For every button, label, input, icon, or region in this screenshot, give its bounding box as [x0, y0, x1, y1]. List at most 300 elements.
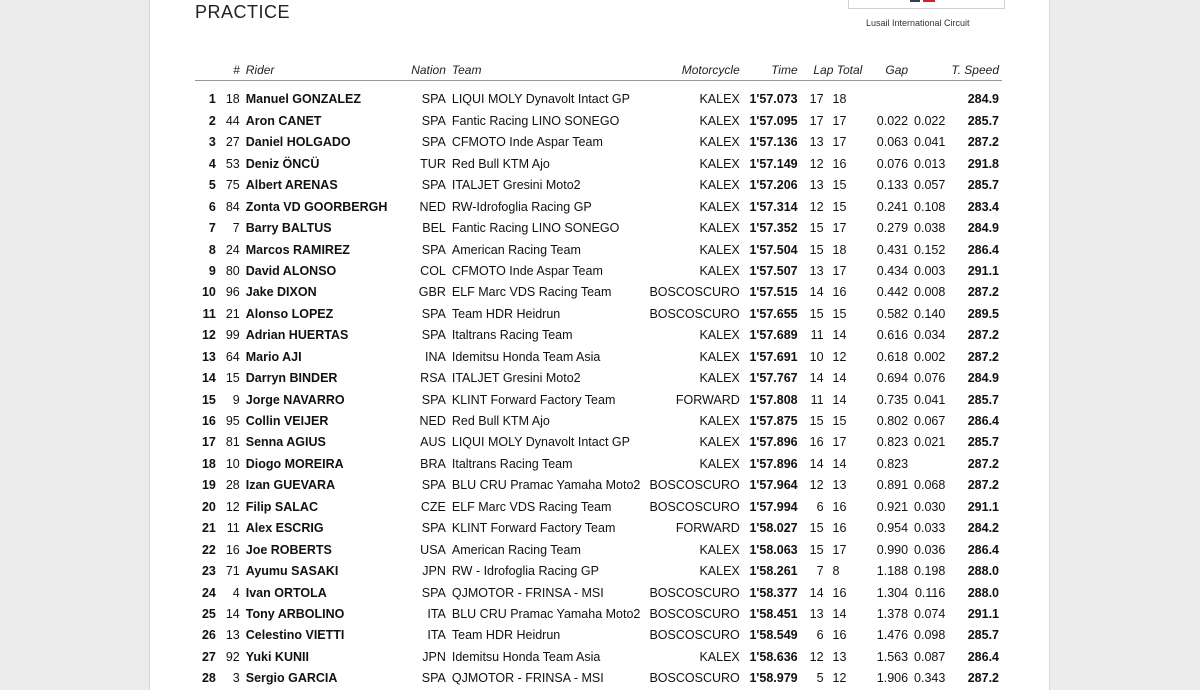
row-lap: 15: [809, 414, 824, 429]
row-total-laps: 18: [832, 92, 847, 107]
row-top-speed: 287.2: [967, 671, 999, 686]
table-row: [195, 110, 1002, 131]
row-top-speed: 291.1: [967, 606, 999, 621]
row-motorcycle: KALEX: [699, 156, 740, 171]
row-gap-previous: 0.116: [914, 585, 946, 600]
row-rider-number: 10: [225, 456, 240, 471]
row-total-laps: 16: [832, 499, 847, 514]
row-gap-previous: 0.087: [914, 649, 946, 664]
row-rider-name: Zonta VD GOORBERGH: [245, 199, 388, 214]
row-nation: SPA: [421, 135, 446, 150]
row-total-laps: 17: [832, 113, 847, 128]
row-time: 1'58.549: [749, 628, 798, 643]
row-total-laps: 17: [832, 135, 847, 150]
row-gap-previous: 0.036: [914, 542, 946, 557]
row-rider-name: Ayumu SASAKI: [245, 564, 339, 579]
row-lap: 14: [809, 371, 824, 386]
table-row: [195, 582, 1002, 603]
row-rider-number: 75: [225, 178, 240, 193]
row-rider-number: 12: [225, 499, 240, 514]
row-top-speed: 286.4: [967, 242, 999, 257]
row-gap-first: 0.022: [876, 113, 909, 128]
row-total-laps: 17: [832, 263, 847, 278]
row-motorcycle: BOSCOSCURO: [649, 478, 740, 493]
row-rider-name: Alex ESCRIG: [245, 521, 324, 536]
row-motorcycle: KALEX: [699, 456, 740, 471]
row-rider-name: Collin VEIJER: [245, 414, 329, 429]
row-gap-first: 0.616: [876, 328, 909, 343]
row-lap: 7: [816, 564, 824, 579]
row-total-laps: 16: [832, 585, 847, 600]
row-lap: 12: [809, 156, 824, 171]
row-team: ELF Marc VDS Racing Team: [451, 285, 612, 300]
row-lap: 12: [809, 649, 824, 664]
results-table: [195, 59, 1002, 689]
row-gap-previous: 0.033: [914, 521, 946, 536]
table-row: [195, 218, 1002, 239]
row-top-speed: 287.2: [967, 349, 999, 364]
row-gap-previous: 0.034: [914, 328, 946, 343]
row-top-speed: 284.9: [967, 92, 999, 107]
row-gap-previous: 0.074: [914, 606, 946, 621]
row-position: 3: [208, 135, 216, 150]
row-team: Team HDR Heidrun: [451, 306, 561, 321]
row-top-speed: 284.2: [967, 521, 999, 536]
row-gap-previous: [911, 89, 948, 110]
row-gap-previous: 0.022: [914, 113, 946, 128]
row-nation: ITA: [427, 628, 446, 643]
table-row: [195, 604, 1002, 625]
circuit-name: Lusail International Circuit: [866, 18, 970, 28]
row-lap: 15: [809, 221, 824, 236]
table-row: [195, 475, 1002, 496]
row-rider-name: Jake DIXON: [245, 285, 317, 300]
row-rider-number: 3: [232, 671, 240, 686]
row-motorcycle: KALEX: [699, 113, 740, 128]
table-row: [195, 239, 1002, 260]
results-body: [195, 81, 1002, 690]
row-top-speed: 291.1: [967, 263, 999, 278]
row-rider-name: Marcos RAMIREZ: [245, 242, 350, 257]
header-spacer: [195, 81, 1002, 90]
row-top-speed: 283.4: [967, 199, 999, 214]
table-row: [195, 432, 1002, 453]
row-nation: SPA: [421, 521, 446, 536]
row-top-speed: 285.7: [967, 435, 999, 450]
row-total-laps: 14: [832, 606, 847, 621]
row-rider-number: 92: [225, 649, 240, 664]
row-time: 1'57.896: [749, 435, 798, 450]
row-rider-name: Ivan ORTOLA: [245, 585, 327, 600]
row-rider-name: Albert ARENAS: [245, 178, 338, 193]
row-time: 1'57.352: [749, 221, 798, 236]
row-total-laps: 17: [832, 221, 847, 236]
row-gap-first: 0.241: [876, 199, 909, 214]
row-top-speed: 287.2: [967, 456, 999, 471]
row-rider-name: Filip SALAC: [245, 499, 318, 514]
col-time: Time: [743, 59, 801, 81]
row-lap: 17: [809, 113, 824, 128]
row-top-speed: 284.9: [967, 221, 999, 236]
row-motorcycle: KALEX: [699, 349, 740, 364]
row-time: 1'57.896: [749, 456, 798, 471]
row-rider-number: 84: [225, 199, 240, 214]
row-nation: BEL: [422, 221, 446, 236]
table-row: [195, 453, 1002, 474]
row-rider-number: 14: [225, 606, 240, 621]
row-rider-name: Tony ARBOLINO: [245, 606, 345, 621]
row-total-laps: 16: [832, 285, 847, 300]
table-row: [195, 368, 1002, 389]
row-lap: 13: [809, 135, 824, 150]
row-motorcycle: KALEX: [699, 178, 740, 193]
row-team: ELF Marc VDS Racing Team: [451, 499, 612, 514]
row-gap-previous: [911, 453, 948, 474]
row-lap: 16: [809, 435, 824, 450]
row-gap-previous: 0.008: [914, 285, 946, 300]
row-time: 1'57.507: [749, 263, 798, 278]
row-gap-first: 1.563: [876, 649, 909, 664]
row-total-laps: 17: [832, 542, 847, 557]
row-rider-name: Joe ROBERTS: [245, 542, 332, 557]
table-row: [195, 625, 1002, 646]
row-rider-name: Daniel HOLGADO: [245, 135, 351, 150]
row-gap-first: 1.378: [876, 606, 909, 621]
row-top-speed: 291.8: [967, 156, 999, 171]
row-position: 15: [201, 392, 216, 407]
row-nation: BRA: [420, 456, 446, 471]
row-team: Idemitsu Honda Team Asia: [451, 349, 601, 364]
row-rider-name: Deniz ÖNCÜ: [245, 156, 320, 171]
row-nation: AUS: [420, 435, 446, 450]
row-lap: 10: [809, 349, 824, 364]
table-row: [195, 261, 1002, 282]
row-lap: 17: [809, 92, 824, 107]
row-rider-number: 81: [225, 435, 240, 450]
row-motorcycle: KALEX: [699, 542, 740, 557]
row-top-speed: 288.0: [967, 585, 999, 600]
row-team: QJMOTOR - FRINSA - MSI: [451, 671, 604, 686]
row-team: CFMOTO Inde Aspar Team: [451, 135, 603, 150]
row-position: 5: [208, 178, 216, 193]
row-rider-number: 7: [232, 221, 240, 236]
row-team: RW - Idrofoglia Racing GP: [451, 564, 599, 579]
row-motorcycle: BOSCOSCURO: [649, 606, 740, 621]
table-row: [195, 646, 1002, 667]
row-gap-previous: 0.098: [914, 628, 946, 643]
row-rider-name: Darryn BINDER: [245, 371, 338, 386]
row-lap: 15: [809, 242, 824, 257]
row-gap-first: 0.823: [876, 456, 909, 471]
row-rider-name: Aron CANET: [245, 113, 322, 128]
row-team: KLINT Forward Factory Team: [451, 521, 616, 536]
row-gap-previous: 0.057: [914, 178, 946, 193]
table-row: [195, 196, 1002, 217]
row-rider-number: 15: [225, 371, 240, 386]
table-row: [195, 389, 1002, 410]
row-total-laps: 14: [832, 456, 847, 471]
row-motorcycle: BOSCOSCURO: [649, 285, 740, 300]
row-top-speed: 285.7: [967, 628, 999, 643]
row-rider-number: 80: [225, 263, 240, 278]
row-time: 1'57.149: [749, 156, 798, 171]
row-team: RW-Idrofoglia Racing GP: [451, 199, 592, 214]
row-position: 19: [201, 478, 216, 493]
row-position: 6: [208, 199, 216, 214]
row-motorcycle: BOSCOSCURO: [649, 306, 740, 321]
row-time: 1'57.073: [749, 92, 798, 107]
table-row: [195, 325, 1002, 346]
row-time: 1'57.964: [749, 478, 798, 493]
row-motorcycle: KALEX: [699, 649, 740, 664]
row-lap: 14: [809, 285, 824, 300]
row-total-laps: 15: [832, 306, 847, 321]
row-position: 20: [201, 499, 216, 514]
row-gap-previous: 0.068: [914, 478, 946, 493]
row-motorcycle: KALEX: [699, 371, 740, 386]
col-gap2: [911, 59, 948, 81]
row-team: BLU CRU Pramac Yamaha Moto2: [451, 606, 641, 621]
row-position: 26: [201, 628, 216, 643]
row-rider-number: 24: [225, 242, 240, 257]
row-time: 1'57.515: [749, 285, 798, 300]
row-lap: 14: [809, 456, 824, 471]
row-position: 4: [208, 156, 216, 171]
table-row: [195, 303, 1002, 324]
row-team: QJMOTOR - FRINSA - MSI: [451, 585, 604, 600]
row-team: LIQUI MOLY Dynavolt Intact GP: [451, 92, 630, 107]
row-motorcycle: BOSCOSCURO: [649, 585, 740, 600]
row-gap-previous: 0.003: [914, 263, 946, 278]
row-rider-number: 99: [225, 328, 240, 343]
row-nation: TUR: [420, 156, 446, 171]
row-motorcycle: KALEX: [699, 92, 740, 107]
col-nation: Nation: [408, 59, 449, 81]
row-motorcycle: KALEX: [699, 435, 740, 450]
row-position: 24: [201, 585, 216, 600]
row-motorcycle: KALEX: [699, 135, 740, 150]
row-rider-number: 13: [225, 628, 240, 643]
row-rider-number: 44: [225, 113, 240, 128]
row-gap-first: 1.476: [876, 628, 909, 643]
row-total-laps: 15: [832, 178, 847, 193]
row-motorcycle: KALEX: [699, 564, 740, 579]
row-top-speed: 286.4: [967, 414, 999, 429]
table-row: [195, 539, 1002, 560]
row-total-laps: 12: [832, 349, 847, 364]
row-rider-name: Sergio GARCIA: [245, 671, 338, 686]
row-top-speed: 285.7: [967, 392, 999, 407]
row-position: 1: [208, 92, 216, 107]
col-lap-total: Lap Total: [801, 59, 866, 81]
row-gap-first: 0.735: [876, 392, 909, 407]
row-lap: 13: [809, 178, 824, 193]
row-position: 10: [201, 285, 216, 300]
row-total-laps: 8: [832, 564, 840, 579]
row-rider-name: Barry BALTUS: [245, 221, 332, 236]
col-number: #: [219, 59, 243, 81]
row-time: 1'57.767: [749, 371, 798, 386]
row-gap-previous: 0.067: [914, 414, 946, 429]
row-lap: 11: [810, 328, 824, 343]
row-gap-first: 0.618: [876, 349, 909, 364]
row-gap-first: 0.990: [876, 542, 909, 557]
row-total-laps: 14: [832, 328, 847, 343]
row-team: Red Bull KTM Ajo: [451, 156, 550, 171]
row-gap-first: [865, 89, 911, 110]
row-team: American Racing Team: [451, 542, 581, 557]
page-title: PRACTICE: [195, 2, 291, 22]
row-gap-first: 0.133: [876, 178, 909, 193]
row-rider-name: Izan GUEVARA: [245, 478, 336, 493]
row-team: Fantic Racing LINO SONEGO: [451, 221, 620, 236]
row-gap-first: 0.891: [876, 478, 909, 493]
row-nation: GBR: [418, 285, 446, 300]
row-total-laps: 12: [832, 671, 847, 686]
row-gap-previous: 0.198: [914, 564, 946, 579]
row-nation: NED: [419, 414, 446, 429]
row-motorcycle: KALEX: [699, 414, 740, 429]
row-gap-previous: 0.343: [914, 671, 946, 686]
row-motorcycle: FORWARD: [675, 521, 740, 536]
col-speed: T. Speed: [948, 59, 1002, 81]
row-motorcycle: KALEX: [699, 242, 740, 257]
row-nation: JPN: [422, 649, 446, 664]
row-position: 11: [202, 306, 216, 321]
row-gap-previous: 0.140: [914, 306, 946, 321]
row-time: 1'58.261: [749, 564, 798, 579]
row-rider-number: 4: [232, 585, 240, 600]
row-total-laps: 13: [832, 478, 847, 493]
row-gap-first: 1.188: [876, 564, 909, 579]
row-time: 1'58.027: [749, 521, 798, 536]
row-time: 1'57.994: [749, 499, 798, 514]
row-time: 1'57.808: [749, 392, 798, 407]
row-total-laps: 15: [832, 414, 847, 429]
row-total-laps: 16: [832, 521, 847, 536]
row-position: 25: [201, 606, 216, 621]
table-row: [195, 282, 1002, 303]
table-row: [195, 153, 1002, 174]
row-team: ITALJET Gresini Moto2: [451, 371, 581, 386]
row-lap: 13: [809, 263, 824, 278]
row-team: Red Bull KTM Ajo: [451, 414, 550, 429]
row-nation: SPA: [421, 113, 446, 128]
row-position: 21: [201, 521, 216, 536]
row-gap-first: 0.582: [876, 306, 909, 321]
row-time: 1'58.063: [749, 542, 798, 557]
row-total-laps: 15: [832, 199, 847, 214]
row-total-laps: 13: [832, 649, 847, 664]
row-lap: 15: [809, 306, 824, 321]
row-total-laps: 16: [832, 628, 847, 643]
row-position: 22: [201, 542, 216, 557]
row-gap-first: 0.442: [876, 285, 909, 300]
col-motorcycle: Motorcycle: [645, 59, 743, 81]
row-total-laps: 17: [832, 435, 847, 450]
row-top-speed: 291.1: [967, 499, 999, 514]
row-team: Team HDR Heidrun: [451, 628, 561, 643]
table-row: [195, 132, 1002, 153]
row-position: 28: [201, 671, 216, 686]
row-time: 1'58.636: [749, 649, 798, 664]
row-time: 1'57.655: [749, 306, 798, 321]
row-rider-name: Diogo MOREIRA: [245, 456, 344, 471]
row-time: 1'57.504: [749, 242, 798, 257]
row-lap: 12: [809, 199, 824, 214]
row-gap-first: 0.063: [876, 135, 909, 150]
row-rider-number: 28: [225, 478, 240, 493]
row-team: LIQUI MOLY Dynavolt Intact GP: [451, 435, 630, 450]
row-motorcycle: KALEX: [699, 221, 740, 236]
row-position: 17: [201, 435, 216, 450]
row-team: Italtrans Racing Team: [451, 328, 573, 343]
row-top-speed: 286.4: [967, 649, 999, 664]
row-lap: 11: [810, 392, 824, 407]
row-rider-name: Mario AJI: [245, 349, 302, 364]
row-top-speed: 284.9: [967, 371, 999, 386]
row-time: 1'57.691: [749, 349, 798, 364]
row-team: Fantic Racing LINO SONEGO: [451, 113, 620, 128]
circuit-logo: [848, 0, 1005, 9]
row-lap: 15: [809, 521, 824, 536]
row-gap-previous: 0.030: [914, 499, 946, 514]
row-gap-first: 0.279: [876, 221, 909, 236]
row-rider-number: 95: [225, 414, 240, 429]
row-position: 12: [201, 328, 216, 343]
row-lap: 6: [816, 628, 824, 643]
row-rider-number: 96: [225, 285, 240, 300]
row-gap-first: 0.802: [876, 414, 909, 429]
row-gap-previous: 0.002: [914, 349, 946, 364]
row-top-speed: 289.5: [967, 306, 999, 321]
row-position: 18: [201, 456, 216, 471]
row-nation: SPA: [421, 478, 446, 493]
row-time: 1'58.377: [749, 585, 798, 600]
row-top-speed: 288.0: [967, 564, 999, 579]
row-team: American Racing Team: [451, 242, 581, 257]
row-lap: 6: [816, 499, 824, 514]
row-nation: ITA: [427, 606, 446, 621]
row-position: 13: [201, 349, 216, 364]
row-rider-name: Adrian HUERTAS: [245, 328, 349, 343]
row-position: 16: [201, 414, 216, 429]
row-top-speed: 285.7: [967, 113, 999, 128]
row-top-speed: 287.2: [967, 328, 999, 343]
row-rider-number: 71: [225, 564, 240, 579]
row-nation: SPA: [421, 585, 446, 600]
row-total-laps: 14: [832, 392, 847, 407]
row-gap-previous: 0.041: [914, 135, 946, 150]
row-time: 1'57.689: [749, 328, 798, 343]
row-team: CFMOTO Inde Aspar Team: [451, 263, 603, 278]
row-motorcycle: KALEX: [699, 263, 740, 278]
row-gap-first: 0.921: [876, 499, 909, 514]
row-position: 7: [208, 221, 216, 236]
table-row: [195, 561, 1002, 582]
row-position: 9: [208, 263, 216, 278]
row-nation: COL: [420, 263, 446, 278]
row-rider-name: Celestino VIETTI: [245, 628, 345, 643]
row-total-laps: 14: [832, 371, 847, 386]
row-gap-previous: 0.152: [914, 242, 946, 257]
row-lap: 15: [809, 542, 824, 557]
table-row: [195, 496, 1002, 517]
results-sheet: [149, 0, 1050, 690]
table-header-row: [195, 59, 1002, 81]
row-rider-name: Senna AGIUS: [245, 435, 326, 450]
row-top-speed: 287.2: [967, 478, 999, 493]
